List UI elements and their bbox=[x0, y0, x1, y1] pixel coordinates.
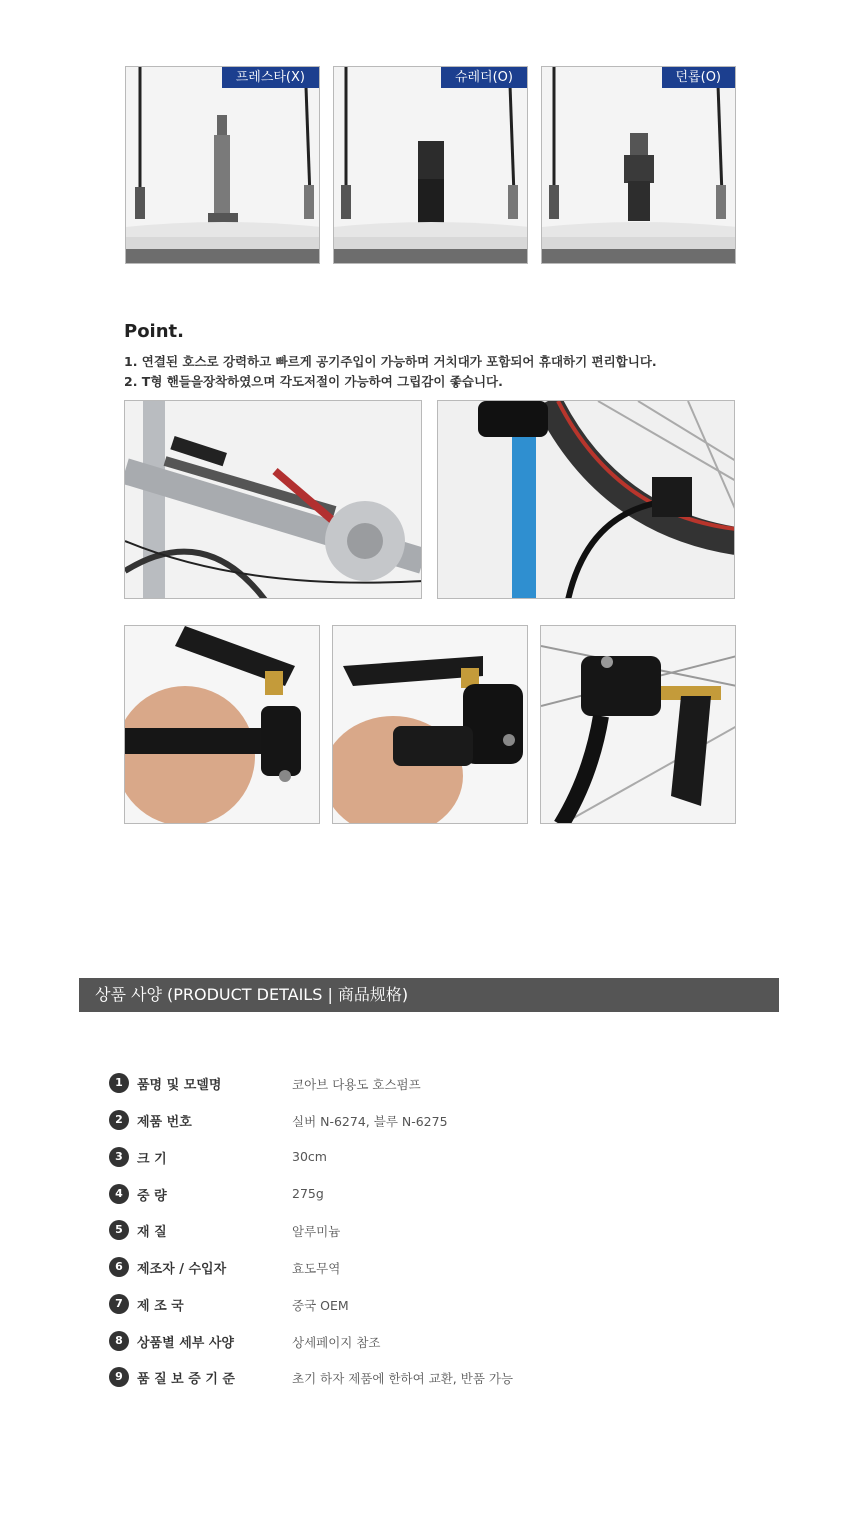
schrader-valve-icon bbox=[334, 67, 528, 264]
spec-number-badge: 4 bbox=[109, 1184, 129, 1204]
spec-value: 효도무역 bbox=[292, 1261, 341, 1276]
spec-value: 알루미늄 bbox=[292, 1224, 341, 1239]
pump-hose-wheel-image bbox=[438, 401, 735, 599]
presta-valve-icon bbox=[126, 67, 320, 264]
spec-label: 상품별 세부 사양 bbox=[137, 1336, 234, 1351]
spec-label: 품 질 보 증 기 준 bbox=[137, 1372, 235, 1387]
valve-label-presta: 프레스타(X) bbox=[222, 67, 319, 88]
spec-row bbox=[109, 1109, 709, 1131]
spec-row bbox=[109, 1330, 709, 1352]
spec-row bbox=[109, 1219, 709, 1241]
spec-row bbox=[109, 1183, 709, 1205]
valve-photo-schrader bbox=[333, 66, 528, 264]
spec-label: 재 질 bbox=[137, 1225, 167, 1240]
spec-row bbox=[109, 1146, 709, 1168]
photo-pump-on-frame bbox=[124, 400, 422, 599]
spec-value: 코아브 다용도 호스펌프 bbox=[292, 1077, 421, 1092]
spec-label: 제조자 / 수입자 bbox=[137, 1262, 227, 1277]
dunlop-valve-icon bbox=[542, 67, 736, 264]
point-line-2: 2. T형 핸들을장착하였으며 각도저절이 가능하여 그립감이 좋습니다. bbox=[124, 374, 503, 389]
pump-on-frame-image bbox=[125, 401, 422, 599]
spec-value: 실버 N-6274, 블루 N-6275 bbox=[292, 1114, 448, 1129]
valve-label-dunlop: 던롭(O) bbox=[662, 67, 736, 88]
photo-pump-hose-wheel bbox=[437, 400, 735, 599]
spec-row bbox=[109, 1293, 709, 1315]
spec-number-badge: 9 bbox=[109, 1367, 129, 1387]
spec-label: 제 조 국 bbox=[137, 1299, 184, 1314]
spec-number-badge: 5 bbox=[109, 1220, 129, 1240]
spec-value: 중국 OEM bbox=[292, 1298, 349, 1313]
valve-photo-dunlop bbox=[541, 66, 736, 264]
spec-number-badge: 8 bbox=[109, 1331, 129, 1351]
valve-label-schrader: 슈레더(O) bbox=[441, 67, 527, 88]
spec-value: 초기 하자 제품에 한하여 교환, 반품 가능 bbox=[292, 1371, 514, 1386]
point-line-1: 1. 연결된 호스로 강력하고 빠르게 공기주입이 가능하며 거치대가 포함되어 휴대하기 편리합니다. bbox=[124, 354, 657, 369]
details-heading-bar bbox=[79, 978, 779, 1012]
spec-label: 크 기 bbox=[137, 1152, 167, 1167]
spec-number-badge: 3 bbox=[109, 1147, 129, 1167]
spec-number-badge: 7 bbox=[109, 1294, 129, 1314]
spec-label: 제품 번호 bbox=[137, 1115, 192, 1130]
point-title: Point. bbox=[124, 321, 184, 342]
spec-row bbox=[109, 1072, 709, 1094]
photo-hose-on-valve bbox=[540, 625, 736, 824]
spec-row bbox=[109, 1366, 709, 1388]
spec-label: 품명 및 모델명 bbox=[137, 1078, 222, 1093]
spec-value: 상세페이지 참조 bbox=[292, 1335, 381, 1350]
spec-number-badge: 2 bbox=[109, 1110, 129, 1130]
hose-on-valve-image bbox=[541, 626, 736, 824]
spec-number-badge: 6 bbox=[109, 1257, 129, 1277]
photo-hand-hose-head bbox=[332, 625, 528, 824]
spec-row bbox=[109, 1256, 709, 1278]
spec-label: 중 량 bbox=[137, 1189, 167, 1204]
spec-value: 30cm bbox=[292, 1149, 327, 1164]
spec-value: 275g bbox=[292, 1186, 324, 1201]
hand-hose-head-image bbox=[333, 626, 528, 824]
photo-hand-clip bbox=[124, 625, 320, 824]
spec-number-badge: 1 bbox=[109, 1073, 129, 1093]
details-heading: 상품 사양 (PRODUCT DETAILS | 商品规格) bbox=[95, 985, 409, 1004]
valve-photo-presta bbox=[125, 66, 320, 264]
hand-clip-image bbox=[125, 626, 320, 824]
